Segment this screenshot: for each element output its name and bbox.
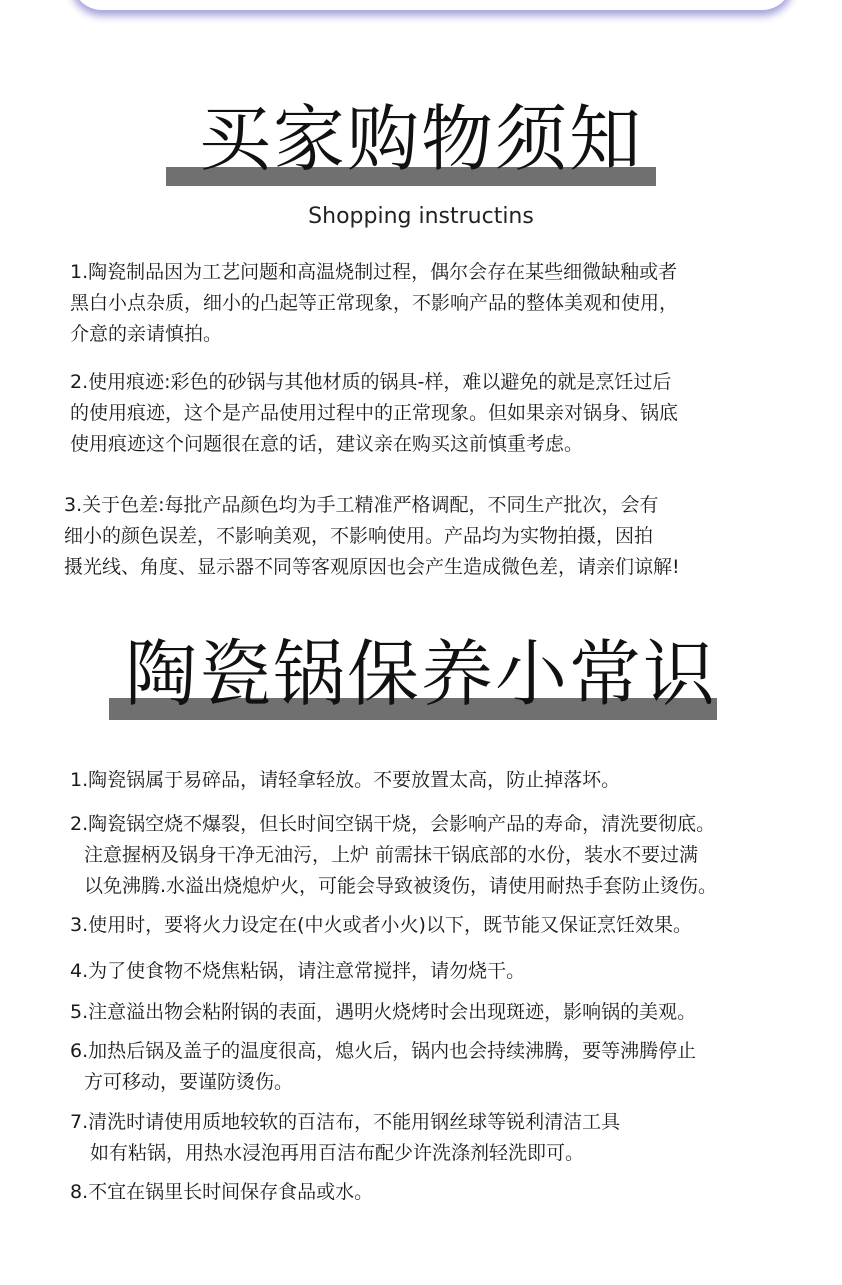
- care-item-line: 4.为了使食物不烧焦粘锅，请注意常搅拌，请勿烧干。: [70, 960, 526, 982]
- care-item-4: [70, 956, 525, 987]
- care-item-line: 8.不宜在锅里长时间保存食品或水。: [70, 1181, 374, 1203]
- care-item-8: [70, 1177, 373, 1208]
- notice-item-line: 使用痕迹这个问题很在意的话，建议亲在购买这前慎重考虑。: [70, 433, 584, 455]
- notice-item-line: 3.关于色差:每批产品颜色均为手工精准严格调配，不同生产批次，会有: [64, 494, 659, 516]
- care-item-line: 3.使用时，要将火力设定在(中火或者小火)以下，既节能又保证烹饪效果。: [70, 914, 692, 936]
- notice-title: 买家购物须知: [198, 97, 643, 181]
- care-item-line: 方可移动，要谨防烫伤。: [84, 1071, 294, 1093]
- care-item-2: [70, 809, 717, 902]
- care-item-line: 7.清洗时请使用质地较软的百洁布，不能用钢丝球等锐利清洁工具: [70, 1111, 621, 1133]
- care-item-5: [70, 997, 696, 1028]
- notice-heading: [0, 95, 842, 190]
- notice-item-3: [64, 490, 680, 583]
- care-item-line: 5.注意溢出物会粘附锅的表面，遇明火烧烤时会出现斑迹，影响锅的美观。: [70, 1001, 697, 1023]
- care-item-7: [70, 1107, 620, 1169]
- care-item-6: [70, 1036, 696, 1098]
- care-title: 陶瓷锅保养小常识: [124, 632, 717, 716]
- care-item-line: 6.加热后锅及盖子的温度很高，熄火后，锅内也会持续沸腾，要等沸腾停止: [70, 1040, 697, 1062]
- care-item-line: 以免沸腾.水溢出烧熄炉火，可能会导致被烫伤，请使用耐热手套防止烫伤。: [84, 875, 718, 897]
- care-heading: [0, 630, 842, 725]
- care-item-line: 2.陶瓷锅空烧不爆裂，但长时间空锅干烧，会影响产品的寿命，清洗要彻底。: [70, 813, 716, 835]
- care-item-1: [70, 765, 620, 796]
- care-item-3: [70, 910, 692, 941]
- notice-item-line: 摄光线、角度、显示器不同等客观原因也会产生造成微色差，请亲们谅解!: [64, 556, 680, 578]
- notice-item-1: [70, 257, 678, 350]
- care-item-line: 1.陶瓷锅属于易碎品，请轻拿轻放。不要放置太高，防止掉落坏。: [70, 769, 621, 791]
- notice-item-line: 的使用痕迹，这个是产品使用过程中的正常现象。但如果亲对锅身、锅底: [70, 402, 679, 424]
- notice-item-line: 2.使用痕迹:彩色的砂锅与其他材质的锅具-样，难以避免的就是烹饪过后: [70, 371, 672, 393]
- notice-item-line: 1.陶瓷制品因为工艺问题和高温烧制过程，偶尔会存在某些细微缺釉或者: [70, 261, 678, 283]
- care-item-line: 注意握柄及锅身干净无油污，上炉 前需抹干锅底部的水份，装水不要过满: [84, 844, 699, 866]
- notice-item-line: 细小的颜色误差，不影响美观，不影响使用。产品均为实物拍摄，因拍: [64, 525, 654, 547]
- notice-item-line: 介意的亲请慎拍。: [70, 323, 223, 345]
- notice-subtitle: Shopping instructins: [308, 204, 534, 229]
- top-decorative-band: [72, 0, 792, 10]
- notice-item-line: 黑白小点杂质，细小的凸起等正常现象，不影响产品的整体美观和使用，: [70, 292, 679, 314]
- care-item-line: 如有粘锅，用热水浸泡再用百洁布配少许洗涤剂轻洗即可。: [90, 1142, 585, 1164]
- notice-item-2: [70, 367, 678, 460]
